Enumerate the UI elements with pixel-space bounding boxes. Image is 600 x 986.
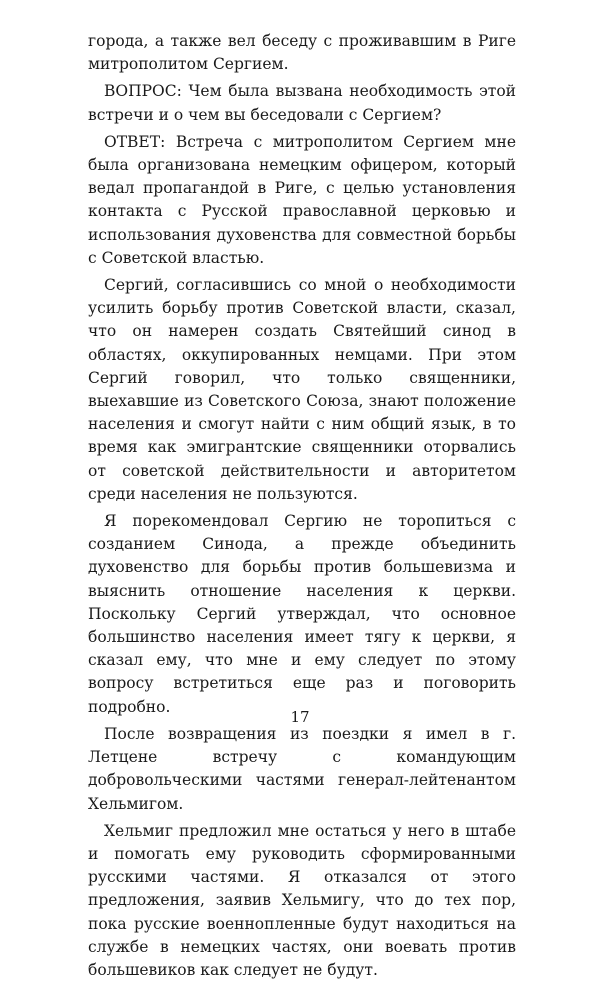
paragraph-letzen-meeting: После возвращения из поездки я имел в г. Летцене встречу с командующим добровольческими частями генерал-лейтенантом Хельмигом.: [88, 724, 516, 813]
paragraph-question: ВОПРОС: Чем была вызвана необходимость этой встречи и о чем вы беседовали с Сергием?: [88, 82, 516, 124]
page-number: 17: [290, 708, 310, 726]
paragraph-recommendation: Я порекомендовал Сергию не торопиться с созданием Синода, а прежде объединить духовенство для борьбы против большевизма и выяснить отношение населения к церкви. Поскольку Сергий утверждал, что основное большинство населения имеет тягу к церкви, я сказал ему, что мне и ему следует по этому вопросу встретиться еще раз и поговорить подробно.: [88, 512, 516, 716]
paragraph-continuation: города, а также вел беседу с проживавшим в Риге митрополитом Сергием.: [88, 32, 516, 74]
paragraph-sergiy-synod: Сергий, согласившись со мной о необходимости усилить борьбу против Советской власти, сказал, что он намерен создать Святейший синод в областях, оккупированных немцами. При этом Сергий говорил, что только священники, выехавшие из Советского Союза, знают положение населения и смогут найти с ним общий язык, в то время как эмигрантские священники оторвались от советской действительности и авторитетом среди населения не пользуются.: [88, 276, 516, 503]
page-text: [88, 30, 516, 986]
paragraph-answer: ОТВЕТ: Встреча с митрополитом Сергием мне была организована немецким офицером, который ведал пропагандой в Риге, с целью установления контакта с Русской православной церковью и использования духовенства для совместной борьбы с Советской властью.: [88, 132, 516, 267]
paragraph-helmig-offer: Хельмиг предложил мне остаться у него в штабе и помогать ему руководить сформированными русскими частями. Я отказался от этого предложения, заявив Хельмигу, что до тех пор, пока русские военнопленные будут находиться на службе в немецких частях, они воевать против большевиков как следует не будут.: [88, 821, 516, 979]
